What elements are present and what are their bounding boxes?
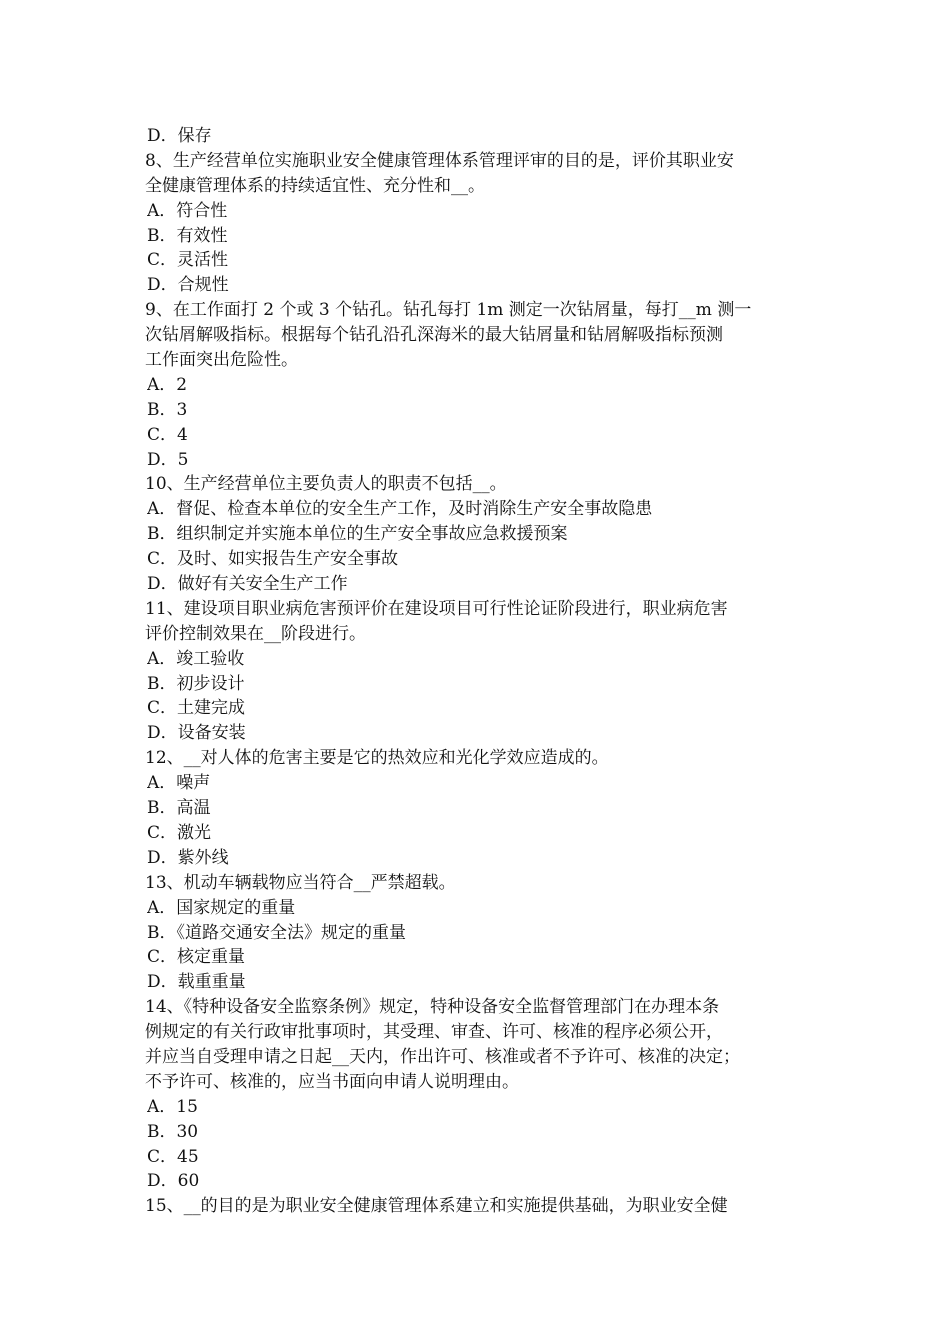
answer-option xyxy=(145,572,817,597)
option-line: C．核定重量 xyxy=(147,947,246,968)
question-text xyxy=(145,298,817,373)
option-line: B．《道路交通安全法》规定的重量 xyxy=(147,922,406,943)
question-line: 12、__对人体的危害主要是它的热效应和光化学效应造成的。 xyxy=(145,748,609,769)
answer-option xyxy=(145,522,817,547)
answer-option xyxy=(145,224,817,249)
question-line: 15、__的目的是为职业安全健康管理体系建立和实施提供基础，为职业安全健 xyxy=(145,1196,728,1217)
document-page xyxy=(145,124,817,1219)
answer-option xyxy=(145,846,817,871)
option-line: D．60 xyxy=(147,1171,200,1192)
option-line: D．载重重量 xyxy=(147,972,246,993)
answer-option xyxy=(145,672,817,697)
question-text xyxy=(145,597,817,647)
question-line: 9、在工作面打 2 个或 3 个钻孔。钻孔每打 1m 测定一次钻屑量，每打__m 测一 xyxy=(145,300,752,321)
question-text xyxy=(145,871,817,896)
answer-option xyxy=(145,273,817,298)
answer-option xyxy=(145,921,817,946)
option-line: C．激光 xyxy=(147,822,212,843)
question-line: 工作面突出危险性。 xyxy=(145,350,298,371)
question-text xyxy=(145,472,817,497)
answer-option xyxy=(145,124,817,149)
question-line: 11、建设项目职业病危害预评价在建设项目可行性论证阶段进行，职业病危害 xyxy=(145,598,728,619)
answer-option xyxy=(145,1120,817,1145)
question-line: 8、生产经营单位实施职业安全健康管理体系管理评审的目的是，评价其职业安 xyxy=(145,150,734,171)
answer-option xyxy=(145,896,817,921)
answer-option xyxy=(145,647,817,672)
option-line: B．组织制定并实施本单位的生产安全事故应急救援预案 xyxy=(147,524,568,545)
answer-option xyxy=(145,696,817,721)
answer-option xyxy=(145,199,817,224)
option-line: D．紫外线 xyxy=(147,847,229,868)
option-line: D．合规性 xyxy=(147,275,229,296)
answer-option xyxy=(145,398,817,423)
option-line: A．噪声 xyxy=(147,773,211,794)
answer-option xyxy=(145,373,817,398)
answer-option xyxy=(145,547,817,572)
option-line: D．做好有关安全生产工作 xyxy=(147,574,348,595)
option-line: C．及时、如实报告生产安全事故 xyxy=(147,549,399,570)
question-line: 14、《特种设备安全监察条例》规定，特种设备安全监督管理部门在办理本条 xyxy=(145,997,720,1018)
question-text xyxy=(145,1194,817,1219)
option-line: B．初步设计 xyxy=(147,673,245,694)
option-line: D．5 xyxy=(147,449,189,470)
answer-option xyxy=(145,1095,817,1120)
question-line: 并应当自受理申请之日起__天内，作出许可、核准或者不予许可、核准的决定； xyxy=(145,1046,740,1067)
answer-option xyxy=(145,945,817,970)
option-line: B．30 xyxy=(147,1121,199,1142)
option-line: B．高温 xyxy=(147,798,211,819)
question-text xyxy=(145,746,817,771)
answer-option xyxy=(145,1145,817,1170)
option-line: C．45 xyxy=(147,1146,199,1167)
answer-option xyxy=(145,448,817,473)
option-line: A．符合性 xyxy=(147,200,228,221)
option-line: C．土建完成 xyxy=(147,698,246,719)
answer-option xyxy=(145,771,817,796)
question-text xyxy=(145,995,817,1095)
question-text xyxy=(145,149,817,199)
option-line: C．灵活性 xyxy=(147,250,229,271)
answer-option xyxy=(145,796,817,821)
answer-option xyxy=(145,821,817,846)
question-line: 次钻屑解吸指标。根据每个钻孔沿孔深海米的最大钻屑量和钻屑解吸指标预测 xyxy=(145,325,723,346)
answer-option xyxy=(145,248,817,273)
answer-option xyxy=(145,970,817,995)
option-line: B．有效性 xyxy=(147,225,228,246)
question-line: 10、生产经营单位主要负责人的职责不包括__。 xyxy=(145,474,507,495)
question-line: 13、机动车辆载物应当符合__严禁超载。 xyxy=(145,872,456,893)
option-line: D．设备安装 xyxy=(147,723,246,744)
option-line: C．4 xyxy=(147,424,188,445)
option-line: A．2 xyxy=(147,374,188,395)
answer-option xyxy=(145,721,817,746)
question-line: 例规定的有关行政审批事项时，其受理、审查、许可、核准的程序必须公开， xyxy=(145,1022,723,1043)
option-line: B．3 xyxy=(147,399,188,420)
question-line: 不予许可、核准的，应当书面向申请人说明理由。 xyxy=(145,1071,519,1092)
answer-option xyxy=(145,423,817,448)
option-line: D．保存 xyxy=(147,126,212,146)
option-line: A．督促、检查本单位的安全生产工作，及时消除生产安全事故隐患 xyxy=(147,499,653,520)
answer-option xyxy=(145,1169,817,1194)
question-line: 全健康管理体系的持续适宜性、充分性和__。 xyxy=(145,175,485,196)
question-line: 评价控制效果在__阶段进行。 xyxy=(145,623,366,644)
option-line: A．竣工验收 xyxy=(147,648,245,669)
answer-option xyxy=(145,497,817,522)
option-line: A．15 xyxy=(147,1096,198,1117)
option-line: A．国家规定的重量 xyxy=(147,897,296,918)
